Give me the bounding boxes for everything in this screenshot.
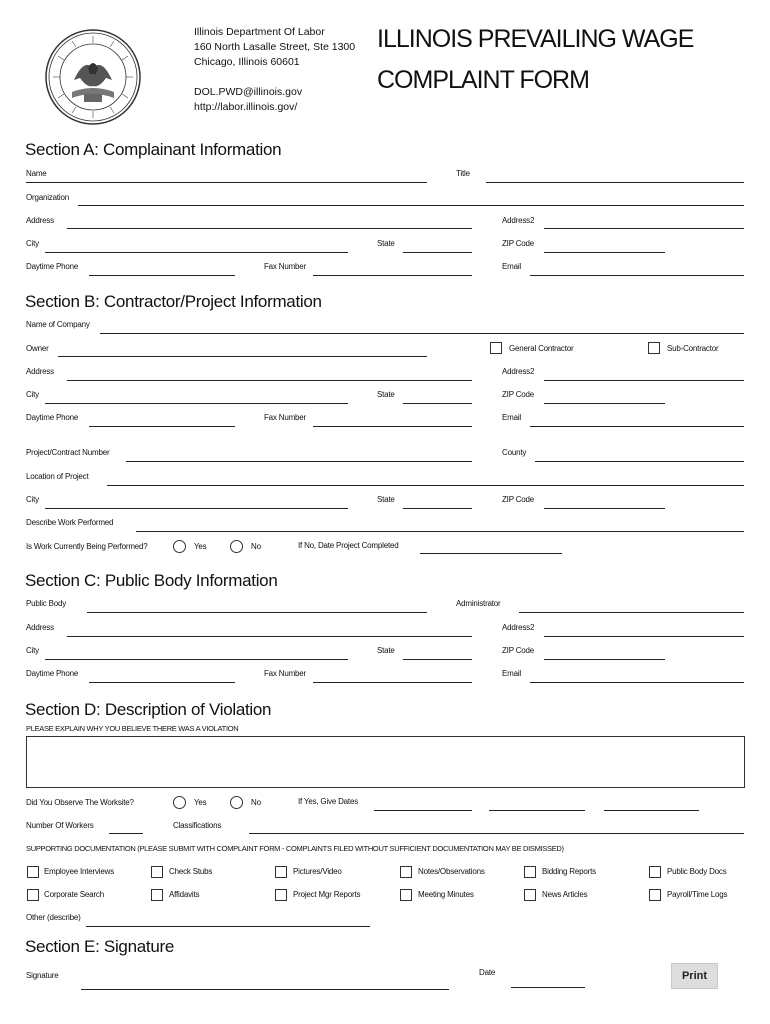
- print-button[interactable]: Print: [671, 963, 718, 989]
- label-address2: Address2: [502, 216, 535, 225]
- number-of-workers-field[interactable]: [109, 833, 143, 834]
- label-zip: ZIP Code: [502, 646, 535, 655]
- label-email: Email: [502, 669, 522, 678]
- label-doc: Pictures/Video: [293, 867, 342, 876]
- label-address: Address: [26, 623, 54, 632]
- label-zip: ZIP Code: [502, 239, 535, 248]
- contractor-phone-field[interactable]: [89, 426, 235, 427]
- label-state: State: [377, 646, 395, 655]
- label-doc: Employee Interviews: [44, 867, 115, 876]
- label-email: Email: [502, 413, 522, 422]
- state-seal-icon: [44, 28, 142, 126]
- public-body-email-field[interactable]: [530, 682, 744, 683]
- label-state: State: [377, 495, 395, 504]
- contractor-address2-field[interactable]: [544, 380, 744, 381]
- label-owner: Owner: [26, 344, 49, 353]
- label-general-contractor: General Contractor: [509, 344, 574, 353]
- label-doc: Payroll/Time Logs: [667, 890, 728, 899]
- label-classifications: Classifications: [173, 821, 222, 830]
- label-address: Address: [26, 367, 54, 376]
- project-mgr-reports-checkbox[interactable]: [275, 889, 287, 901]
- project-state-field[interactable]: [403, 508, 472, 509]
- label-city: City: [26, 495, 39, 504]
- contractor-city-field[interactable]: [45, 403, 348, 404]
- label-phone: Daytime Phone: [26, 262, 79, 271]
- form-title-line1: ILLINOIS PREVAILING WAGE: [377, 25, 694, 53]
- label-address: Address: [26, 216, 54, 225]
- header-address-line: Illinois Department Of Labor: [194, 26, 325, 38]
- label-doc: Corporate Search: [44, 890, 104, 899]
- label-fax: Fax Number: [264, 262, 307, 271]
- label-organization: Organization: [26, 193, 69, 202]
- address-field[interactable]: [67, 228, 472, 229]
- describe-work-field[interactable]: [136, 531, 744, 532]
- contractor-fax-field[interactable]: [313, 426, 472, 427]
- explain-instruction: PLEASE EXPLAIN WHY YOU BELIEVE THERE WAS A VIOLATION: [26, 724, 239, 733]
- label-signature: Signature: [26, 971, 59, 980]
- public-body-city-field[interactable]: [45, 659, 348, 660]
- currently-performed-no-radio[interactable]: [230, 540, 243, 553]
- label-doc: Public Body Docs: [667, 867, 727, 876]
- public-body-fax-field[interactable]: [313, 682, 472, 683]
- contractor-zip-field[interactable]: [544, 403, 665, 404]
- classifications-field[interactable]: [249, 833, 744, 834]
- section-e-title: Section E: Signature: [25, 937, 174, 956]
- label-fax: Fax Number: [264, 669, 307, 678]
- label-yes: Yes: [194, 542, 207, 551]
- email-field[interactable]: [530, 275, 744, 276]
- date-completed-field[interactable]: [420, 553, 562, 554]
- observe-date-field-2[interactable]: [489, 810, 585, 811]
- project-number-field[interactable]: [126, 461, 472, 462]
- label-company: Name of Company: [26, 320, 90, 329]
- label-zip: ZIP Code: [502, 495, 535, 504]
- section-d-title: Section D: Description of Violation: [25, 700, 272, 719]
- sub-contractor-checkbox[interactable]: [648, 342, 660, 354]
- public-body-docs-checkbox[interactable]: [649, 866, 661, 878]
- label-phone: Daytime Phone: [26, 413, 79, 422]
- fax-field[interactable]: [313, 275, 472, 276]
- label-administrator: Administrator: [456, 599, 501, 608]
- notes-observations-checkbox[interactable]: [400, 866, 412, 878]
- label-sub-contractor: Sub-Contractor: [667, 344, 719, 353]
- address2-field[interactable]: [544, 228, 744, 229]
- observe-yes-radio[interactable]: [173, 796, 186, 809]
- corporate-search-checkbox[interactable]: [27, 889, 39, 901]
- observe-date-field-1[interactable]: [374, 810, 472, 811]
- project-zip-field[interactable]: [544, 508, 665, 509]
- label-observe-worksite: Did You Observe The Worksite?: [26, 798, 134, 807]
- meeting-minutes-checkbox[interactable]: [400, 889, 412, 901]
- observe-date-field-3[interactable]: [604, 810, 699, 811]
- header-address-line: Chicago, Illinois 60601: [194, 56, 300, 68]
- label-number-of-workers: Number Of Workers: [26, 821, 94, 830]
- label-yes: Yes: [194, 798, 207, 807]
- label-doc: Check Stubs: [169, 867, 213, 876]
- company-field[interactable]: [100, 333, 744, 334]
- label-give-dates: If Yes, Give Dates: [298, 797, 358, 806]
- label-doc: Project Mgr Reports: [293, 890, 361, 899]
- section-c-title: Section C: Public Body Information: [25, 571, 278, 590]
- section-a-title: Section A: Complainant Information: [25, 140, 282, 159]
- name-field[interactable]: [26, 182, 427, 183]
- bidding-reports-checkbox[interactable]: [524, 866, 536, 878]
- signature-date-field[interactable]: [511, 987, 585, 988]
- contractor-state-field[interactable]: [403, 403, 472, 404]
- label-doc: Bidding Reports: [542, 867, 596, 876]
- owner-field[interactable]: [58, 356, 427, 357]
- affidavits-checkbox[interactable]: [151, 889, 163, 901]
- public-body-address-field[interactable]: [67, 636, 472, 637]
- label-address2: Address2: [502, 623, 535, 632]
- label-date-completed: If No, Date Project Completed: [298, 541, 399, 550]
- header-website[interactable]: http://labor.illinois.gov/: [194, 101, 298, 113]
- label-city: City: [26, 646, 39, 655]
- public-body-zip-field[interactable]: [544, 659, 665, 660]
- label-city: City: [26, 239, 39, 248]
- public-body-address2-field[interactable]: [544, 636, 744, 637]
- contractor-address-field[interactable]: [67, 380, 472, 381]
- organization-field[interactable]: [78, 205, 744, 206]
- label-no: No: [251, 542, 261, 551]
- contractor-email-field[interactable]: [530, 426, 744, 427]
- label-location: Location of Project: [26, 472, 89, 481]
- label-fax: Fax Number: [264, 413, 307, 422]
- general-contractor-checkbox[interactable]: [490, 342, 502, 354]
- label-currently-performed: Is Work Currently Being Performed?: [26, 542, 148, 551]
- label-phone: Daytime Phone: [26, 669, 79, 678]
- employee-interviews-checkbox[interactable]: [27, 866, 39, 878]
- county-field[interactable]: [535, 461, 744, 462]
- signature-field[interactable]: [81, 989, 449, 990]
- label-title: Title: [456, 169, 470, 178]
- label-other: Other (describe): [26, 913, 81, 922]
- zip-field[interactable]: [544, 252, 665, 253]
- label-name: Name: [26, 169, 47, 178]
- other-describe-field[interactable]: [86, 926, 370, 927]
- supporting-documentation-note: SUPPORTING DOCUMENTATION (PLEASE SUBMIT WITH COMPLAINT FORM - COMPLAINTS FILED WITHOUT SUFFICIENT DOCUMENTATION MAY BE DISMISSED): [26, 844, 564, 853]
- form-title-line2: COMPLAINT FORM: [377, 66, 589, 94]
- header-email[interactable]: DOL.PWD@illinois.gov: [194, 86, 303, 98]
- label-state: State: [377, 239, 395, 248]
- label-state: State: [377, 390, 395, 399]
- label-city: City: [26, 390, 39, 399]
- title-field[interactable]: [486, 182, 744, 183]
- header-address-line: 160 North Lasalle Street, Ste 1300: [194, 41, 356, 53]
- label-no: No: [251, 798, 261, 807]
- payroll-time-logs-checkbox[interactable]: [649, 889, 661, 901]
- section-b-title: Section B: Contractor/Project Information: [25, 292, 322, 311]
- label-address2: Address2: [502, 367, 535, 376]
- label-doc: Notes/Observations: [418, 867, 485, 876]
- check-stubs-checkbox[interactable]: [151, 866, 163, 878]
- currently-performed-yes-radio[interactable]: [173, 540, 186, 553]
- pictures-video-checkbox[interactable]: [275, 866, 287, 878]
- location-field[interactable]: [107, 485, 744, 486]
- label-county: County: [502, 448, 527, 457]
- public-body-field[interactable]: [87, 612, 427, 613]
- label-describe-work: Describe Work Performed: [26, 518, 114, 527]
- public-body-phone-field[interactable]: [89, 682, 235, 683]
- administrator-field[interactable]: [519, 612, 744, 613]
- city-field[interactable]: [45, 252, 348, 253]
- violation-description-textarea[interactable]: [26, 736, 745, 788]
- label-public-body: Public Body: [26, 599, 67, 608]
- observe-no-radio[interactable]: [230, 796, 243, 809]
- label-doc: Affidavits: [169, 890, 200, 899]
- public-body-state-field[interactable]: [403, 659, 472, 660]
- project-city-field[interactable]: [45, 508, 348, 509]
- label-zip: ZIP Code: [502, 390, 535, 399]
- news-articles-checkbox[interactable]: [524, 889, 536, 901]
- label-doc: Meeting Minutes: [418, 890, 474, 899]
- label-doc: News Articles: [542, 890, 588, 899]
- phone-field[interactable]: [89, 275, 235, 276]
- state-field[interactable]: [403, 252, 472, 253]
- label-email: Email: [502, 262, 522, 271]
- label-project-number: Project/Contract Number: [26, 448, 110, 457]
- label-date: Date: [479, 968, 496, 977]
